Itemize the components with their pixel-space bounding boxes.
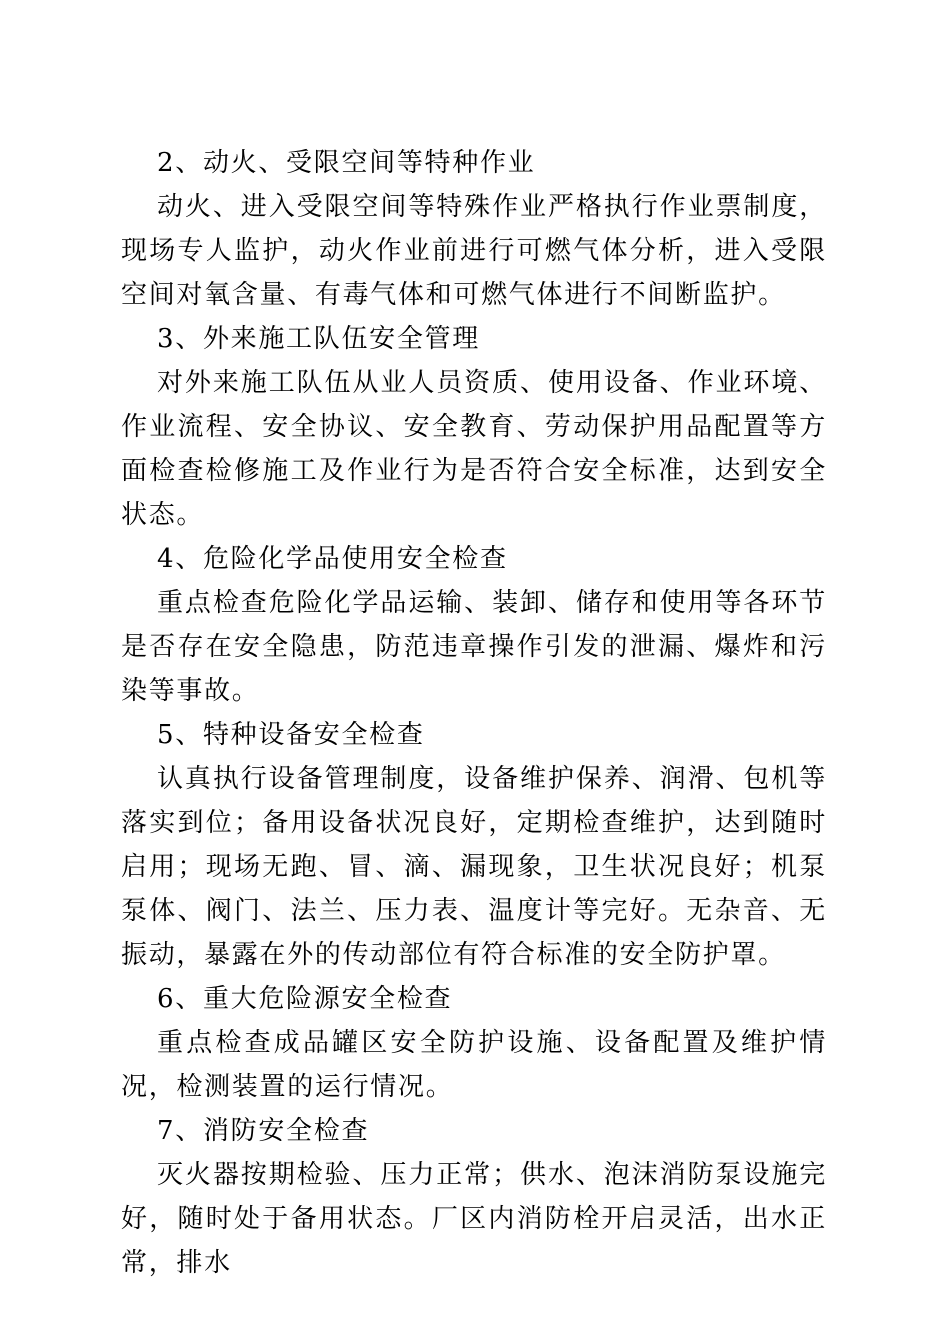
section-heading-6: 6、重大危险源安全检查 xyxy=(157,984,453,1014)
section-body-4: 重点检查危险化学品运输、装卸、储存和使用等各环节是否存在安全隐患，防范违章操作引发的泄漏、爆炸和污染等事故。 xyxy=(121,588,827,706)
section-body-3: 对外来施工队伍从业人员资质、使用设备、作业环境、作业流程、安全协议、安全教育、劳动保护用品配置等方面检查检修施工及作业行为是否符合安全标准，达到安全状态。 xyxy=(121,368,827,530)
section-body-5: 认真执行设备管理制度，设备维护保养、润滑、包机等落实到位；备用设备状况良好，定期检查维护，达到随时启用；现场无跑、冒、滴、漏现象，卫生状况良好；机泵泵体、阀门、法兰、压力表、温度计等完好。无杂音、无振动，暴露在外的传动部位有符合标准的安全防护罩。 xyxy=(121,764,827,970)
section-heading-4: 4、危险化学品使用安全检查 xyxy=(157,544,508,574)
section-heading-3: 3、外来施工队伍安全管理 xyxy=(157,324,480,354)
section-body-2: 动火、进入受限空间等特殊作业严格执行作业票制度，现场专人监护，动火作业前进行可燃气体分析，进入受限空间对氧含量、有毒气体和可燃气体进行不间断监护。 xyxy=(121,192,827,310)
section-heading-7: 7、消防安全检查 xyxy=(157,1116,370,1146)
section-heading-2: 2、动火、受限空间等特种作业 xyxy=(157,148,536,178)
section-heading-5: 5、特种设备安全检查 xyxy=(157,720,425,750)
document-body xyxy=(121,141,827,1285)
section-body-7: 灭火器按期检验、压力正常；供水、泡沫消防泵设施完好，随时处于备用状态。厂区内消防栓开启灵活，出水正常，排水 xyxy=(121,1160,827,1278)
section-body-6: 重点检查成品罐区安全防护设施、设备配置及维护情况，检测装置的运行情况。 xyxy=(121,1028,827,1102)
